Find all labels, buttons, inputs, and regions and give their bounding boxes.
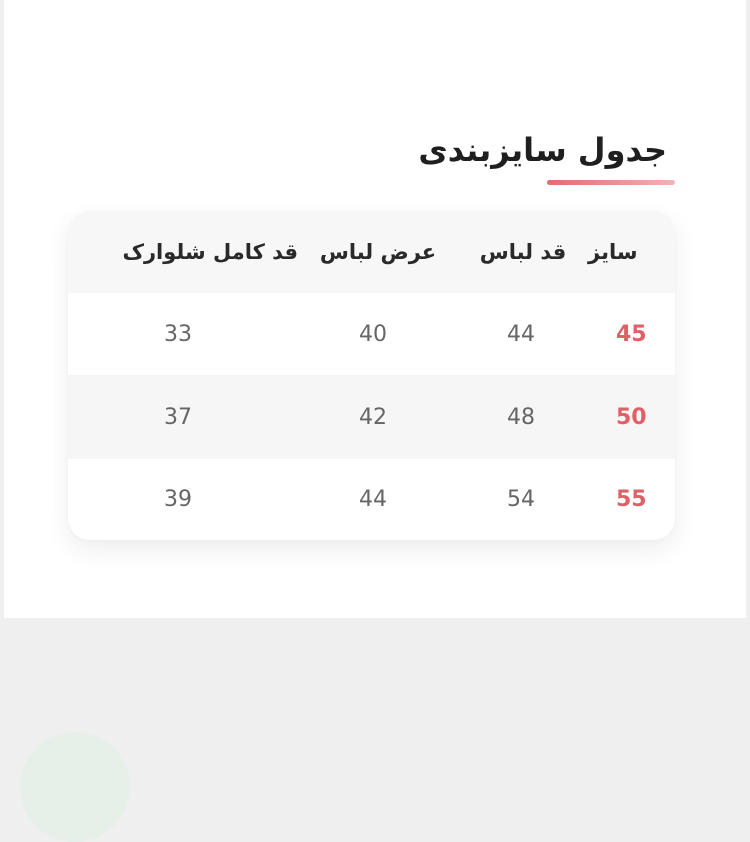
table-row [68, 459, 675, 540]
size-value: 45 [616, 321, 647, 347]
header-length: قد لباس [479, 240, 567, 264]
decorative-circle [20, 732, 130, 842]
pants-length-value: 39 [164, 487, 192, 512]
table-header-row [68, 211, 675, 293]
width-value: 42 [359, 404, 387, 430]
title-underline [547, 180, 675, 185]
width-value: 44 [359, 487, 387, 512]
length-value: 54 [507, 487, 535, 512]
header-pants-length: قد کامل شلوارک [122, 240, 298, 264]
size-table [68, 211, 675, 540]
pants-length-value: 37 [164, 404, 192, 430]
header-size: سایز [588, 240, 638, 264]
table-row [68, 293, 675, 375]
header-width: عرض لباس [319, 240, 437, 264]
size-chart-card [4, 0, 746, 618]
size-value: 50 [616, 404, 647, 430]
table-row [68, 375, 675, 459]
page-title: جدول سایزبندی [418, 131, 667, 169]
pants-length-value: 33 [164, 321, 192, 347]
length-value: 44 [507, 321, 535, 347]
width-value: 40 [359, 321, 387, 347]
length-value: 48 [507, 404, 535, 430]
size-value: 55 [616, 487, 647, 512]
